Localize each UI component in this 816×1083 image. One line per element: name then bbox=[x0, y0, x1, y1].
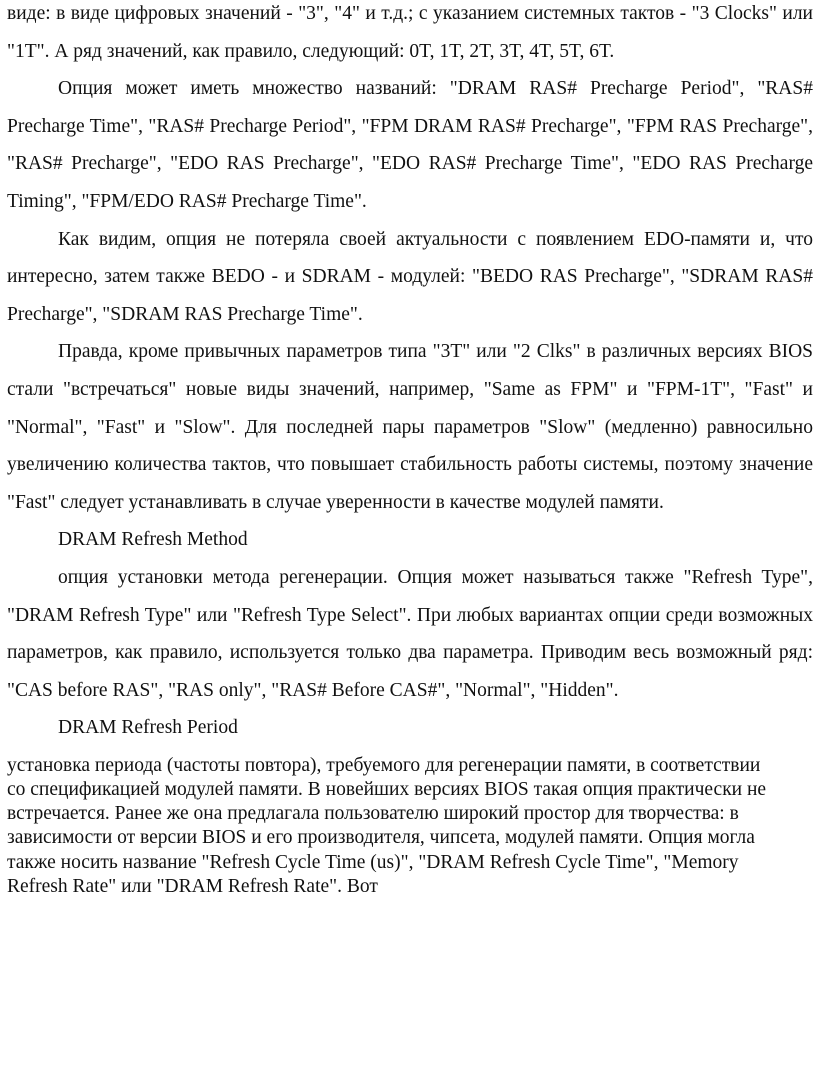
paragraph-option-names: Опция может иметь множество названий: "DRAM RAS# Precharge Period", "RAS# Precharge Time", "RAS# Precharge Period", "FPM DRAM RAS# Precharge", "FPM RAS Precharge", "RAS# Precharge", "EDO RAS Precharge", "EDO RAS# Precharge Time", "EDO RAS Precharge Timing", "FPM/EDO RAS# Precharge Time". bbox=[7, 78, 813, 212]
paragraph-refresh-method: опция установки метода регенерации. Опция может называться также "Refresh Type", "DRAM Refresh Type" или "Refresh Type Select". При любых вариантах опции среди возможных параметров, как правило, используется только два параметра. Приводим весь возможный ряд: "CAS before RAS", "RAS only", "RAS# Before CAS#", "Normal", "Hidden". bbox=[7, 566, 813, 701]
paragraph-edo-relevance: Как видим, опция не потеряла своей актуальности с появлением EDO-памяти и, что интересно, затем также BEDO - и SDRAM - модулей: "BEDO RAS Precharge", "SDRAM RAS# Precharge", "SDRAM RAS Precharge Time". bbox=[7, 228, 813, 325]
heading-dram-refresh-period: DRAM Refresh Period bbox=[58, 717, 238, 739]
heading-dram-refresh-method: DRAM Refresh Method bbox=[58, 529, 248, 551]
paragraph-value-format: виде: в виде цифровых значений - "3", "4" и т.д.; с указанием системных тактов - "3 Clocks" или "1T". А ряд значений, как правило, следующий: 0T, 1T, 2T, 3T, 4T, 5T, 6T. bbox=[7, 3, 813, 62]
paragraph-value-types: Правда, кроме привычных параметров типа "3T" или "2 Clks" в различных версиях BIOS стали "встречаться" новые виды значений, например, "Same as FPM" и "FPM-1T", "Fast" и "Normal", "Fast" и "Slow". Для последней пары параметров "Slow" (медленно) равносильно увеличению количества тактов, что повышает стабильность работы системы, поэтому значение "Fast" следует устанавливать в случае уверенности в качестве модулей памяти. bbox=[7, 341, 813, 513]
paragraph-refresh-period: установка периода (частоты повтора), требуемого для регенерации памяти, в соответствии со спецификацией модулей памяти. В новейших версиях BIOS такая опция практически не встречается. Ранее же она предлагала пользователю широкий простор для творчества: в зависимости от версии BIOS и его производителя, чипсета, модулей памяти. Опция могла также носить название "Refresh Cycle Time (us)", "DRAM Refresh Cycle Time", "Memory Refresh Rate" или "DRAM Refresh Rate". Вот bbox=[7, 754, 767, 897]
